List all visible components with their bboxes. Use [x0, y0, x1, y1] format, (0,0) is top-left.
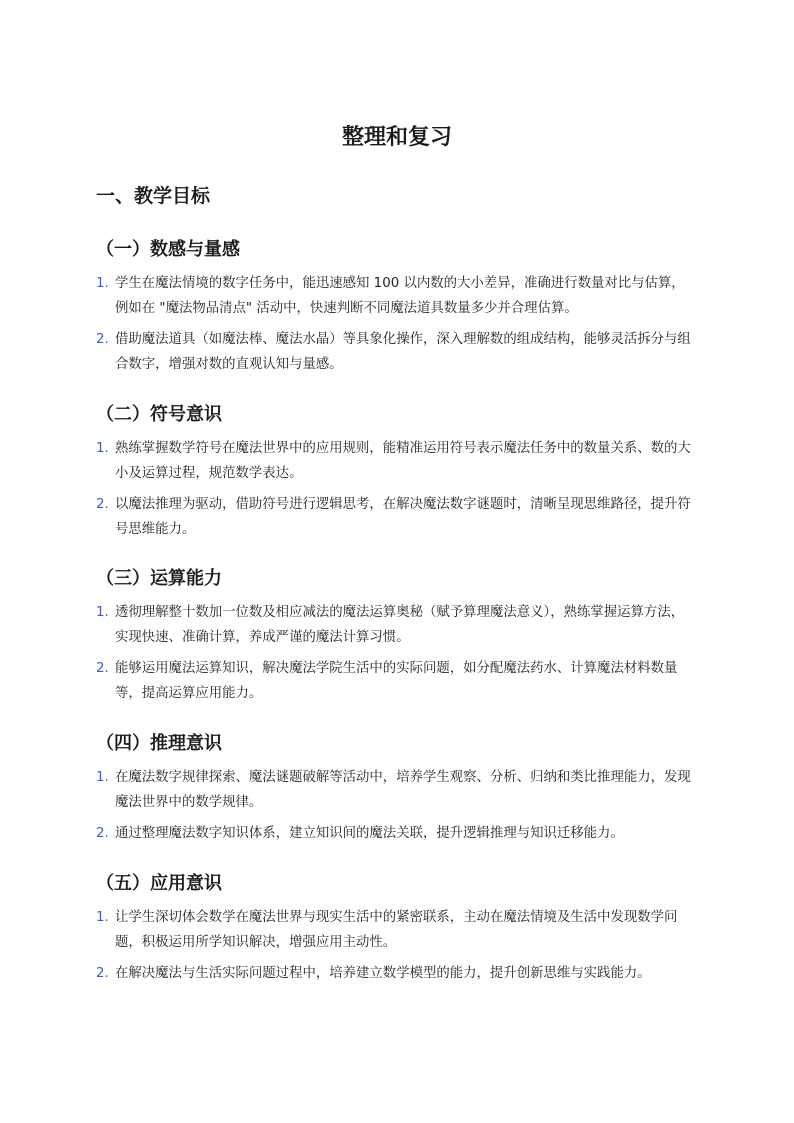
list-item-number: 1.: [96, 441, 109, 456]
list-item-text: 在解决魔法与生活实际问题过程中，培养建立数学模型的能力，提升创新思维与实践能力。: [115, 966, 651, 981]
list-item-number: 2.: [96, 332, 109, 347]
list-item-text: 借助魔法道具（如魔法棒、魔法水晶）等具象化操作，深入理解数的组成结构，能够灵活拆分与组合数字，增强对数的直观认知与量感。: [115, 332, 691, 372]
list-item-number: 1.: [96, 910, 109, 925]
subsection-heading-symbol-sense: （二）符号意识: [96, 404, 222, 425]
list-item-text: 以魔法推理为驱动，借助符号进行逻辑思考，在解决魔法数字谜题时，清晰呈现思维路径，提升符号思维能力。: [115, 497, 691, 537]
list-item: [96, 765, 696, 815]
list-item: [96, 905, 696, 955]
subsection-heading-computation: （三）运算能力: [96, 568, 222, 589]
section-heading: 一、教学目标: [96, 185, 211, 207]
list-item: [96, 821, 696, 846]
list-item-text: 通过整理魔法数字知识体系，建立知识间的魔法关联，提升逻辑推理与知识迁移能力。: [115, 826, 624, 841]
subsection-heading-application: （五）应用意识: [96, 873, 222, 894]
list-item: [96, 492, 696, 542]
list-item-text: 在魔法数字规律探索、魔法谜题破解等活动中，培养学生观察、分析、归纳和类比推理能力，发现魔法世界中的数学规律。: [115, 770, 691, 810]
subsection-heading-number-sense: （一）数感与量感: [96, 239, 240, 260]
list-item-number: 1.: [96, 276, 109, 291]
subsection-heading-reasoning: （四）推理意识: [96, 733, 222, 754]
list-item: [96, 600, 696, 650]
list-item: [96, 327, 696, 377]
list-item-number: 2.: [96, 661, 109, 676]
page-title: 整理和复习: [341, 125, 452, 150]
list-item: [96, 656, 696, 706]
list-item-text: 让学生深切体会数学在魔法世界与现实生活中的紧密联系，主动在魔法情境及生活中发现数学问题，积极运用所学知识解决，增强应用主动性。: [115, 910, 678, 950]
list-item-text: 透彻理解整十数加一位数及相应减法的魔法运算奥秘（赋予算理魔法意义），熟练掌握运算方法，实现快速、准确计算，养成严谨的魔法计算习惯。: [115, 605, 685, 645]
list-item-number: 1.: [96, 770, 109, 785]
list-item-number: 2.: [96, 497, 109, 512]
list-item-text: 熟练掌握数学符号在魔法世界中的应用规则，能精准运用符号表示魔法任务中的数量关系、数的大小及运算过程，规范数学表达。: [115, 441, 691, 481]
list-item-number: 1.: [96, 605, 109, 620]
list-item: [96, 961, 696, 986]
list-item: [96, 436, 696, 486]
list-item-number: 2.: [96, 966, 109, 981]
list-item-text: 能够运用魔法运算知识，解决魔法学院生活中的实际问题，如分配魔法药水、计算魔法材料数量等，提高运算应用能力。: [115, 661, 678, 701]
list-item-text: 学生在魔法情境的数字任务中，能迅速感知 100 以内数的大小差异，准确进行数量对比与估算，例如在 "魔法物品清点" 活动中，快速判断不同魔法道具数量多少并合理估算。: [115, 276, 685, 316]
list-item-number: 2.: [96, 826, 109, 841]
list-item: [96, 271, 696, 321]
